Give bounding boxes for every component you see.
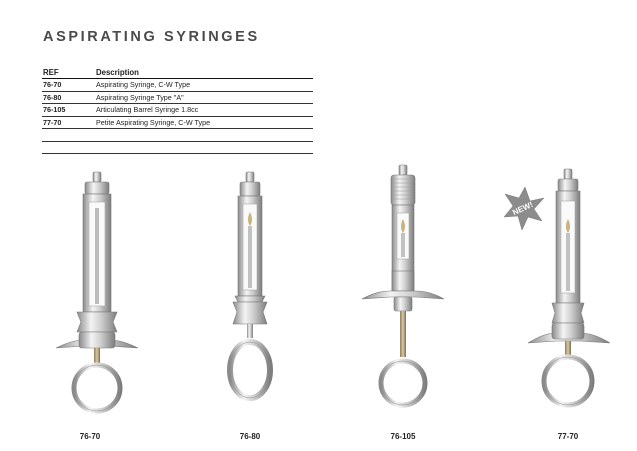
row-ref: 76-105 <box>43 105 66 115</box>
product-table <box>42 66 313 154</box>
syringe-76-80-image <box>205 170 295 425</box>
product-label: 76-80 <box>239 432 261 441</box>
row-description: Aspirating Syringe, C-W Type <box>96 80 191 90</box>
header-description: Description <box>96 67 139 77</box>
table-row-empty <box>42 142 313 155</box>
row-ref: 77-70 <box>43 117 62 127</box>
row-description: Petite Aspirating Syringe, C-W Type <box>96 117 211 127</box>
table-row <box>42 92 313 105</box>
row-ref: 76-70 <box>43 80 62 90</box>
table-row <box>42 79 313 92</box>
product-label: 76-70 <box>79 432 101 441</box>
header-ref: REF <box>43 67 59 77</box>
new-badge-text: NEW! <box>511 199 535 218</box>
product-label: 76-105 <box>390 432 416 441</box>
product-label: 77-70 <box>557 432 579 441</box>
new-badge <box>504 187 544 230</box>
table-row <box>42 104 313 117</box>
row-description: Articulating Barrel Syringe 1.8cc <box>96 105 199 115</box>
table-header <box>42 66 313 79</box>
row-description: Aspirating Syringe Type "A" <box>96 92 184 102</box>
table-row-empty <box>42 129 313 142</box>
table-row <box>42 117 313 130</box>
syringe-76-105-image <box>358 163 448 425</box>
page-title: ASPIRATING SYRINGES <box>43 29 260 45</box>
row-ref: 76-80 <box>43 92 62 102</box>
syringe-77-70-image <box>500 165 620 425</box>
syringe-76-70-image <box>52 170 142 425</box>
